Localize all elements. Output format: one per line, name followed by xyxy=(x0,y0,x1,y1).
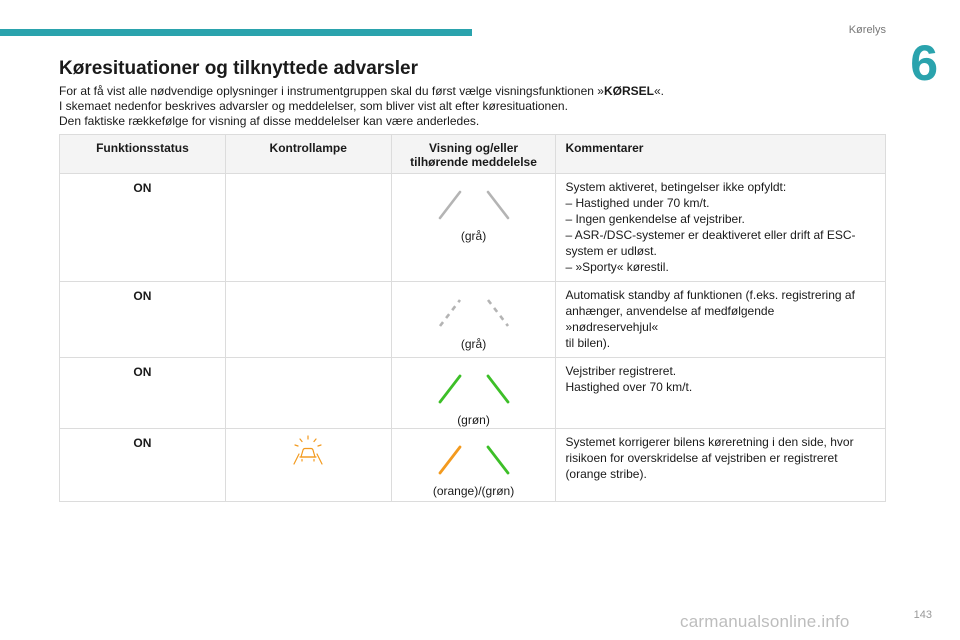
header-display xyxy=(391,135,556,174)
table-row xyxy=(60,358,886,429)
comment-line: – Ingen genkendelse af vejstriber. xyxy=(565,212,745,226)
warnings-table xyxy=(59,134,886,502)
comment-line: – ASR-/DSC-systemer er deaktiveret eller drift af ESC- xyxy=(565,228,856,242)
header-display-line-2: tilhørende meddelelse xyxy=(410,155,537,169)
header-status: Funktionsstatus xyxy=(60,135,226,174)
page-title: Køresituationer og tilknyttede advarsler xyxy=(59,58,418,79)
intro-line-1-prefix: For at få vist alle nødvendige oplysninger i instrumentgruppen skal du først vælge visningsfunktionen » xyxy=(59,84,604,98)
row-comment xyxy=(556,429,886,502)
comment-line: Systemet korrigerer bilens køreretning i den side, hvor xyxy=(565,435,854,449)
header-comment: Kommentarer xyxy=(556,135,886,174)
top-accent-bar xyxy=(0,29,472,36)
row-status: ON xyxy=(60,358,226,429)
intro-line-1 xyxy=(59,84,839,99)
row-lamp xyxy=(225,358,391,429)
page-number: 143 xyxy=(913,609,932,621)
intro-line-2: I skemaet nedenfor beskrives advarsler og meddelelser, som bliver vist alt efter køresituationen. xyxy=(59,99,568,113)
lane-departure-warning-orange-icon xyxy=(291,433,325,467)
comment-line: til bilen). xyxy=(565,336,611,350)
row-lamp xyxy=(225,174,391,282)
display-caption: (grå) xyxy=(460,229,487,243)
comment-line: – Hastighed under 70 km/t. xyxy=(565,196,710,210)
comment-line: (orange stribe). xyxy=(565,467,647,481)
comment-line: Hastighed over 70 km/t. xyxy=(565,380,693,394)
comment-line: Vejstriber registreret. xyxy=(565,364,677,378)
display-caption: (orange)/(grøn) xyxy=(432,484,515,498)
row-display xyxy=(391,358,556,429)
comment-line: System aktiveret, betingelser ikke opfyldt: xyxy=(565,180,787,194)
comment-line: anhænger, anvendelse af medfølgende »nødreservehjul« xyxy=(565,304,775,334)
section-label: Kørelys xyxy=(848,24,886,36)
lane-lines-green-icon xyxy=(434,372,514,406)
header-display-line-1: Visning og/eller xyxy=(428,141,519,155)
intro-line-3: Den faktiske rækkefølge for visning af disse meddelelser kan være anderledes. xyxy=(59,114,480,128)
comment-line: – »Sporty« kørestil. xyxy=(565,260,669,274)
table-row xyxy=(60,429,886,502)
lane-lines-orange-green-icon xyxy=(434,443,514,477)
chapter-number: 6 xyxy=(910,35,938,91)
row-status: ON xyxy=(60,429,226,502)
comment-line: risikoen for overskridelse af vejstriben er registreret xyxy=(565,451,838,465)
row-display xyxy=(391,282,556,358)
row-comment xyxy=(556,174,886,282)
row-status: ON xyxy=(60,282,226,358)
intro-line-1-bold: KØRSEL xyxy=(603,84,654,98)
watermark: carmanualsonline.info xyxy=(680,612,850,631)
display-caption: (grøn) xyxy=(457,413,490,427)
comment-line: Automatisk standby af funktionen (f.eks. registrering af xyxy=(565,288,855,302)
lane-lines-solid-grey-icon xyxy=(434,188,514,222)
row-display xyxy=(391,429,556,502)
display-caption: (grå) xyxy=(460,337,487,351)
comment-line: system er udløst. xyxy=(565,244,657,258)
intro-line-1-suffix: «. xyxy=(653,84,664,98)
table-row xyxy=(60,174,886,282)
intro-text xyxy=(59,84,839,129)
row-display xyxy=(391,174,556,282)
lane-lines-dashed-grey-icon xyxy=(434,296,514,330)
row-lamp xyxy=(225,429,391,502)
header-lamp: Kontrollampe xyxy=(225,135,391,174)
row-status: ON xyxy=(60,174,226,282)
table-row xyxy=(60,282,886,358)
row-lamp xyxy=(225,282,391,358)
row-comment xyxy=(556,282,886,358)
table-header-row xyxy=(60,135,886,174)
row-comment xyxy=(556,358,886,429)
